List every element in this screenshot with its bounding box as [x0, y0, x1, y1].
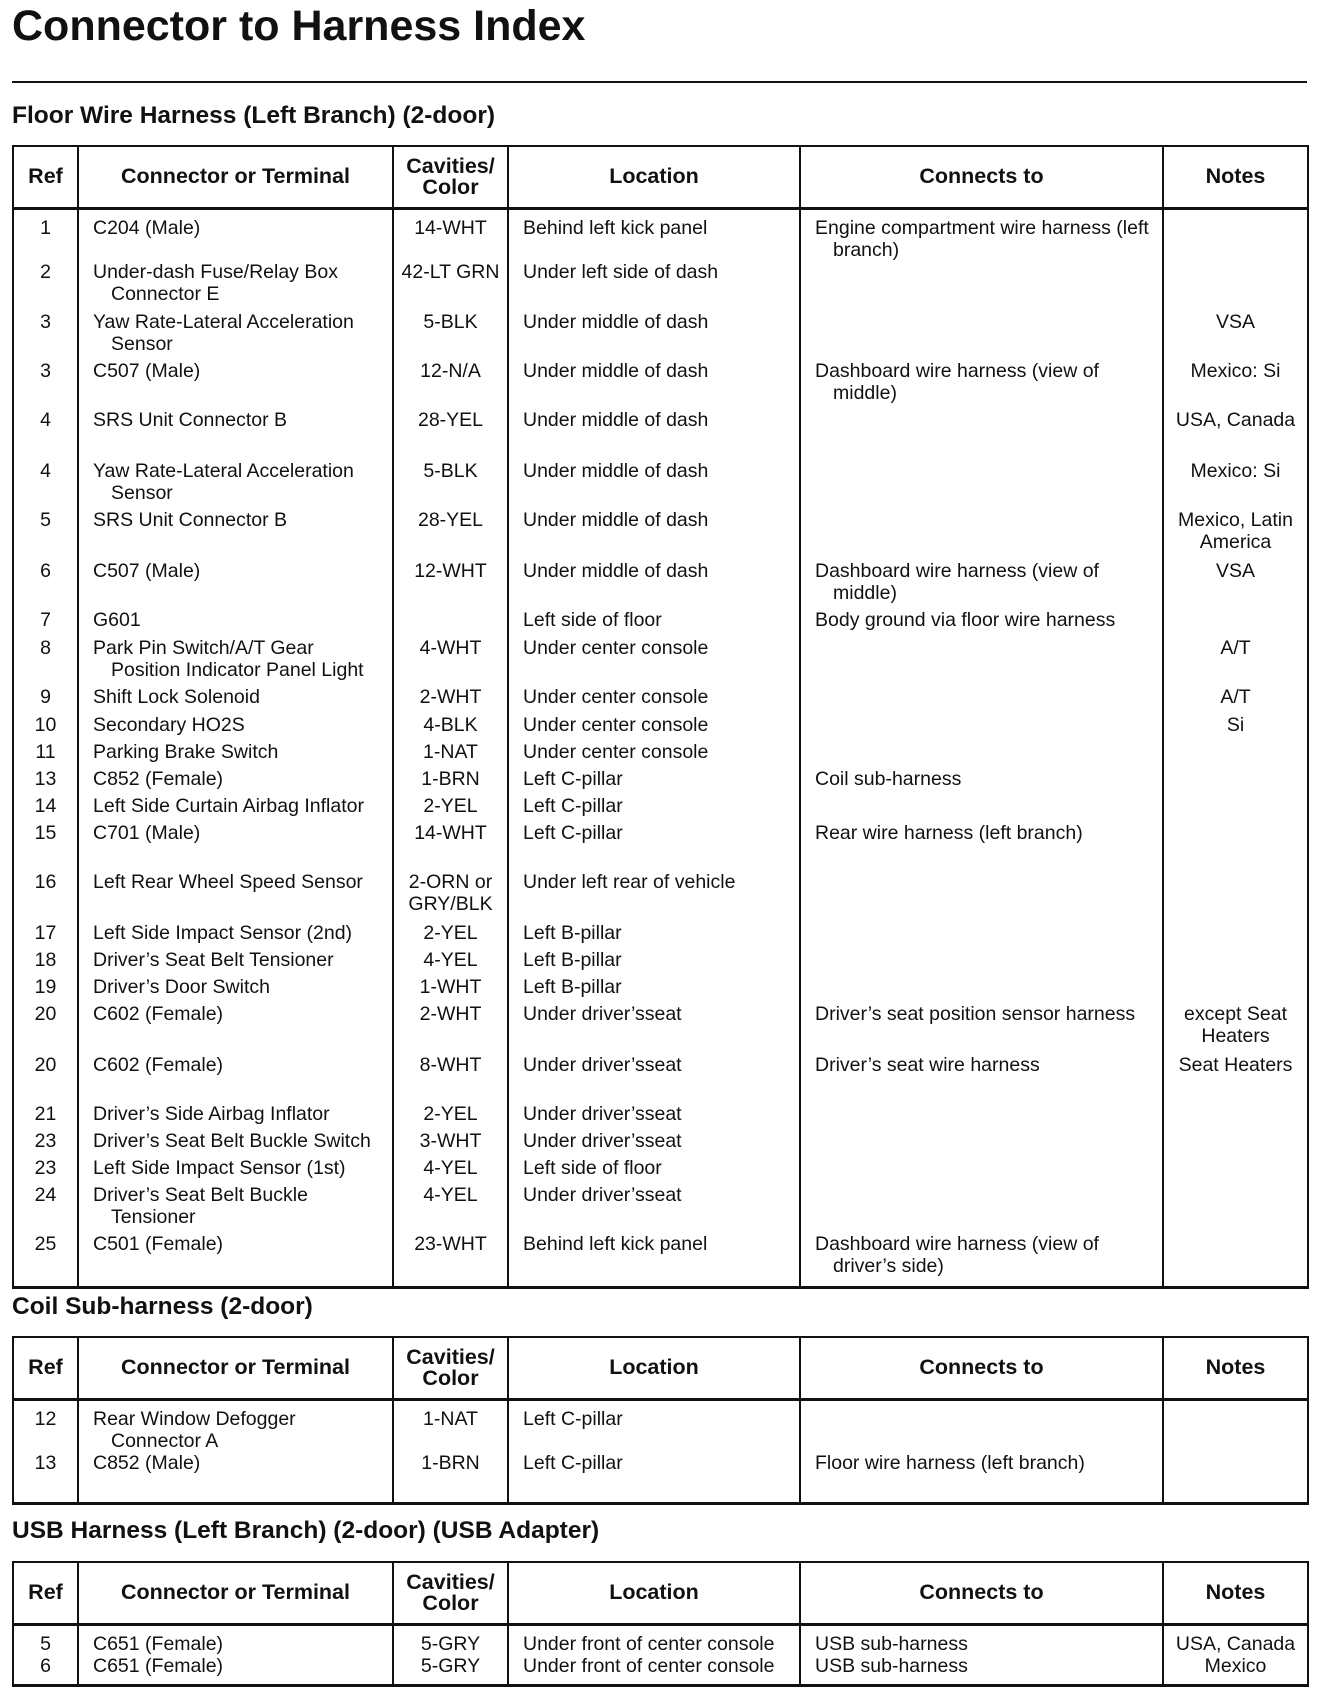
ref-cell: 5 [13, 509, 78, 560]
connector-cell: Left Side Curtain Airbag Inflator [78, 795, 393, 822]
ref-cell: 7 [13, 609, 78, 637]
connector-cell: Yaw Rate-Lateral Acceleration Sensor [78, 311, 393, 360]
section-title: Floor Wire Harness (Left Branch) (2-door) [12, 102, 496, 129]
table-row [13, 949, 1308, 976]
cavities-cell: 12-N/A [393, 360, 508, 409]
table-row [13, 1054, 1308, 1103]
connector-cell: C701 (Male) [78, 822, 393, 871]
col-header-location: Location [508, 146, 800, 208]
usb-harness-table [12, 1561, 1309, 1687]
ref-cell: 18 [13, 949, 78, 976]
connects-to-cell [800, 871, 1163, 922]
connects-to-cell [800, 311, 1163, 360]
location-cell: Under center console [508, 686, 800, 714]
col-header-cavities: Cavities/ Color [393, 1337, 508, 1399]
col-header-connector: Connector or Terminal [78, 1337, 393, 1399]
page-title: Connector to Harness Index [12, 2, 586, 50]
connector-cell: Driver’s Seat Belt Tensioner [78, 949, 393, 976]
cavities-cell: 2-YEL [393, 922, 508, 949]
cavities-cell: 12-WHT [393, 560, 508, 609]
notes-cell: except Seat Heaters [1163, 1003, 1308, 1054]
col-header-ref: Ref [13, 1562, 78, 1624]
table-row [13, 360, 1308, 409]
connector-cell: Driver’s Side Airbag Inflator [78, 1103, 393, 1130]
connects-to-cell [800, 949, 1163, 976]
connects-to-cell [800, 1103, 1163, 1130]
table-row [13, 1624, 1308, 1655]
connector-cell: Secondary HO2S [78, 714, 393, 741]
connects-to-cell [800, 1184, 1163, 1233]
connects-to-cell: Rear wire harness (left branch) [800, 822, 1163, 871]
cavities-cell: 8-WHT [393, 1054, 508, 1103]
ref-cell: 2 [13, 261, 78, 311]
location-cell: Left B-pillar [508, 922, 800, 949]
col-header-notes: Notes [1163, 146, 1308, 208]
notes-cell [1163, 1157, 1308, 1184]
connects-to-cell [800, 922, 1163, 949]
col-header-cavities: Cavities/ Color [393, 1562, 508, 1624]
connector-cell: Shift Lock Solenoid [78, 686, 393, 714]
cavities-cell: 28-YEL [393, 409, 508, 460]
col-header-cavities: Cavities/ Color [393, 146, 508, 208]
ref-cell: 4 [13, 460, 78, 509]
location-cell: Under middle of dash [508, 560, 800, 609]
table-row [13, 795, 1308, 822]
connects-to-cell [800, 1157, 1163, 1184]
notes-cell: VSA [1163, 560, 1308, 609]
ref-cell: 23 [13, 1157, 78, 1184]
notes-cell: Mexico [1163, 1655, 1308, 1686]
table-row [13, 637, 1308, 686]
cavities-cell: 4-YEL [393, 1157, 508, 1184]
ref-cell: 16 [13, 871, 78, 922]
location-cell: Left C-pillar [508, 1452, 800, 1504]
cavities-cell: 4-BLK [393, 714, 508, 741]
location-cell: Behind left kick panel [508, 1233, 800, 1288]
col-header-connects-to: Connects to [800, 1562, 1163, 1624]
connector-cell: G601 [78, 609, 393, 637]
location-cell: Under middle of dash [508, 311, 800, 360]
cavities-cell: 3-WHT [393, 1130, 508, 1157]
connects-to-cell: USB sub-harness [800, 1624, 1163, 1655]
table-row [13, 208, 1308, 261]
ref-cell: 4 [13, 409, 78, 460]
connects-to-cell: Engine compartment wire harness (left branch) [800, 208, 1163, 261]
ref-cell: 25 [13, 1233, 78, 1288]
col-header-connects-to: Connects to [800, 146, 1163, 208]
connects-to-cell [800, 460, 1163, 509]
table-row [13, 871, 1308, 922]
table-row [13, 409, 1308, 460]
connects-to-cell: Dashboard wire harness (view of middle) [800, 560, 1163, 609]
notes-cell [1163, 741, 1308, 768]
ref-cell: 14 [13, 795, 78, 822]
coil-subharness-table [12, 1336, 1309, 1505]
table-row [13, 1233, 1308, 1288]
location-cell: Under center console [508, 741, 800, 768]
connects-to-cell [800, 261, 1163, 311]
location-cell: Under center console [508, 637, 800, 686]
col-header-connector: Connector or Terminal [78, 146, 393, 208]
cavities-cell: 1-NAT [393, 1399, 508, 1452]
cavities-cell: 42-LT GRN [393, 261, 508, 311]
connects-to-cell [800, 1399, 1163, 1452]
table-row [13, 741, 1308, 768]
col-header-ref: Ref [13, 1337, 78, 1399]
cavities-cell: 14-WHT [393, 822, 508, 871]
table-row [13, 1130, 1308, 1157]
table-header-row [13, 1562, 1308, 1624]
location-cell: Under front of center console [508, 1655, 800, 1686]
connector-cell: C501 (Female) [78, 1233, 393, 1288]
connects-to-cell [800, 795, 1163, 822]
connects-to-cell [800, 976, 1163, 1003]
ref-cell: 8 [13, 637, 78, 686]
connects-to-cell: Dashboard wire harness (view of middle) [800, 360, 1163, 409]
connector-cell: Left Rear Wheel Speed Sensor [78, 871, 393, 922]
notes-cell [1163, 871, 1308, 922]
connector-cell: C507 (Male) [78, 360, 393, 409]
section-title: USB Harness (Left Branch) (2-door) (USB Adapter) [12, 1517, 600, 1544]
connects-to-cell [800, 637, 1163, 686]
notes-cell: Mexico: Si [1163, 360, 1308, 409]
location-cell: Left B-pillar [508, 949, 800, 976]
col-header-notes: Notes [1163, 1337, 1308, 1399]
ref-cell: 6 [13, 1655, 78, 1686]
notes-cell: USA, Canada [1163, 1624, 1308, 1655]
location-cell: Under driver’sseat [508, 1130, 800, 1157]
ref-cell: 23 [13, 1130, 78, 1157]
table-row [13, 1452, 1308, 1504]
cavities-cell: 28-YEL [393, 509, 508, 560]
connects-to-cell [800, 409, 1163, 460]
notes-cell [1163, 261, 1308, 311]
table-row [13, 1184, 1308, 1233]
table-row [13, 976, 1308, 1003]
ref-cell: 10 [13, 714, 78, 741]
table-row [13, 1003, 1308, 1054]
location-cell: Under center console [508, 714, 800, 741]
cavities-cell: 4-YEL [393, 1184, 508, 1233]
ref-cell: 1 [13, 208, 78, 261]
table-row [13, 686, 1308, 714]
connector-cell: Driver’s Door Switch [78, 976, 393, 1003]
location-cell: Under driver’sseat [508, 1103, 800, 1130]
location-cell: Left B-pillar [508, 976, 800, 1003]
ref-cell: 11 [13, 741, 78, 768]
notes-cell [1163, 976, 1308, 1003]
table-row [13, 311, 1308, 360]
cavities-cell: 5-BLK [393, 311, 508, 360]
title-divider [12, 81, 1307, 83]
table-row [13, 509, 1308, 560]
location-cell: Left side of floor [508, 1157, 800, 1184]
connector-cell: Yaw Rate-Lateral Acceleration Sensor [78, 460, 393, 509]
cavities-cell: 5-GRY [393, 1624, 508, 1655]
table-row [13, 261, 1308, 311]
connector-cell: Parking Brake Switch [78, 741, 393, 768]
ref-cell: 9 [13, 686, 78, 714]
connects-to-cell [800, 1130, 1163, 1157]
table-row [13, 768, 1308, 795]
cavities-cell: 2-WHT [393, 686, 508, 714]
section-title: Coil Sub-harness (2-door) [12, 1293, 313, 1320]
location-cell: Under driver’sseat [508, 1184, 800, 1233]
connector-cell: Driver’s Seat Belt Buckle Tensioner [78, 1184, 393, 1233]
location-cell: Under middle of dash [508, 409, 800, 460]
ref-cell: 24 [13, 1184, 78, 1233]
connector-cell: Under-dash Fuse/Relay Box Connector E [78, 261, 393, 311]
cavities-cell: 23-WHT [393, 1233, 508, 1288]
connector-cell: C602 (Female) [78, 1003, 393, 1054]
location-cell: Left C-pillar [508, 795, 800, 822]
connects-to-cell: Floor wire harness (left branch) [800, 1452, 1163, 1504]
notes-cell [1163, 1184, 1308, 1233]
notes-cell [1163, 208, 1308, 261]
connects-to-cell: USB sub-harness [800, 1655, 1163, 1686]
connector-cell: SRS Unit Connector B [78, 509, 393, 560]
ref-cell: 13 [13, 768, 78, 795]
notes-cell: A/T [1163, 637, 1308, 686]
connects-to-cell: Dashboard wire harness (view of driver’s side) [800, 1233, 1163, 1288]
connects-to-cell [800, 714, 1163, 741]
connector-cell: C204 (Male) [78, 208, 393, 261]
table-row [13, 1399, 1308, 1452]
notes-cell [1163, 609, 1308, 637]
connects-to-cell [800, 686, 1163, 714]
connector-cell: C651 (Female) [78, 1655, 393, 1686]
table-row [13, 1157, 1308, 1184]
ref-cell: 20 [13, 1003, 78, 1054]
notes-cell: Si [1163, 714, 1308, 741]
notes-cell [1163, 795, 1308, 822]
location-cell: Under driver’sseat [508, 1054, 800, 1103]
table-row [13, 560, 1308, 609]
notes-cell [1163, 822, 1308, 871]
location-cell: Under left rear of vehicle [508, 871, 800, 922]
col-header-location: Location [508, 1562, 800, 1624]
connects-to-cell: Driver’s seat position sensor harness [800, 1003, 1163, 1054]
cavities-cell: 1-WHT [393, 976, 508, 1003]
ref-cell: 3 [13, 360, 78, 409]
connector-cell: Rear Window Defogger Connector A [78, 1399, 393, 1452]
table-row [13, 714, 1308, 741]
ref-cell: 19 [13, 976, 78, 1003]
cavities-cell: 2-YEL [393, 1103, 508, 1130]
col-header-connector: Connector or Terminal [78, 1562, 393, 1624]
cavities-cell [393, 609, 508, 637]
cavities-cell: 4-WHT [393, 637, 508, 686]
connects-to-cell: Driver’s seat wire harness [800, 1054, 1163, 1103]
ref-cell: 12 [13, 1399, 78, 1452]
table-row [13, 822, 1308, 871]
connector-cell: C852 (Female) [78, 768, 393, 795]
notes-cell [1163, 1103, 1308, 1130]
notes-cell [1163, 768, 1308, 795]
connects-to-cell [800, 741, 1163, 768]
col-header-ref: Ref [13, 146, 78, 208]
cavities-cell: 2-WHT [393, 1003, 508, 1054]
notes-cell: USA, Canada [1163, 409, 1308, 460]
cavities-cell: 14-WHT [393, 208, 508, 261]
col-header-connects-to: Connects to [800, 1337, 1163, 1399]
cavities-cell: 1-NAT [393, 741, 508, 768]
location-cell: Under driver’sseat [508, 1003, 800, 1054]
notes-cell: Seat Heaters [1163, 1054, 1308, 1103]
table-header-row [13, 146, 1308, 208]
table-row [13, 922, 1308, 949]
connects-to-cell: Coil sub-harness [800, 768, 1163, 795]
connects-to-cell: Body ground via floor wire harness [800, 609, 1163, 637]
table-row [13, 460, 1308, 509]
notes-cell: Mexico: Si [1163, 460, 1308, 509]
table-header-row [13, 1337, 1308, 1399]
col-header-location: Location [508, 1337, 800, 1399]
ref-cell: 5 [13, 1624, 78, 1655]
connector-cell: C507 (Male) [78, 560, 393, 609]
notes-cell [1163, 1452, 1308, 1504]
table-row [13, 609, 1308, 637]
connector-cell: Park Pin Switch/A/T Gear Position Indicator Panel Light [78, 637, 393, 686]
table-row [13, 1655, 1308, 1686]
table-row [13, 1103, 1308, 1130]
connector-cell: SRS Unit Connector B [78, 409, 393, 460]
connector-cell: Left Side Impact Sensor (2nd) [78, 922, 393, 949]
connects-to-cell [800, 509, 1163, 560]
notes-cell [1163, 1233, 1308, 1288]
cavities-cell: 4-YEL [393, 949, 508, 976]
ref-cell: 21 [13, 1103, 78, 1130]
notes-cell [1163, 1399, 1308, 1452]
ref-cell: 20 [13, 1054, 78, 1103]
ref-cell: 3 [13, 311, 78, 360]
location-cell: Left side of floor [508, 609, 800, 637]
ref-cell: 6 [13, 560, 78, 609]
notes-cell: VSA [1163, 311, 1308, 360]
cavities-cell: 1-BRN [393, 1452, 508, 1504]
cavities-cell: 5-GRY [393, 1655, 508, 1686]
notes-cell [1163, 922, 1308, 949]
location-cell: Under left side of dash [508, 261, 800, 311]
ref-cell: 17 [13, 922, 78, 949]
location-cell: Left C-pillar [508, 1399, 800, 1452]
location-cell: Left C-pillar [508, 768, 800, 795]
notes-cell [1163, 949, 1308, 976]
cavities-cell: 2-YEL [393, 795, 508, 822]
location-cell: Left C-pillar [508, 822, 800, 871]
ref-cell: 15 [13, 822, 78, 871]
cavities-cell: 2-ORN or GRY/BLK [393, 871, 508, 922]
location-cell: Under middle of dash [508, 360, 800, 409]
cavities-cell: 5-BLK [393, 460, 508, 509]
floor-harness-table [12, 145, 1309, 1289]
location-cell: Under front of center console [508, 1624, 800, 1655]
notes-cell [1163, 1130, 1308, 1157]
connector-cell: C651 (Female) [78, 1624, 393, 1655]
ref-cell: 13 [13, 1452, 78, 1504]
notes-cell: Mexico, Latin America [1163, 509, 1308, 560]
notes-cell: A/T [1163, 686, 1308, 714]
cavities-cell: 1-BRN [393, 768, 508, 795]
connector-cell: C852 (Male) [78, 1452, 393, 1504]
connector-cell: C602 (Female) [78, 1054, 393, 1103]
connector-cell: Driver’s Seat Belt Buckle Switch [78, 1130, 393, 1157]
location-cell: Under middle of dash [508, 460, 800, 509]
location-cell: Under middle of dash [508, 509, 800, 560]
location-cell: Behind left kick panel [508, 208, 800, 261]
connector-cell: Left Side Impact Sensor (1st) [78, 1157, 393, 1184]
col-header-notes: Notes [1163, 1562, 1308, 1624]
